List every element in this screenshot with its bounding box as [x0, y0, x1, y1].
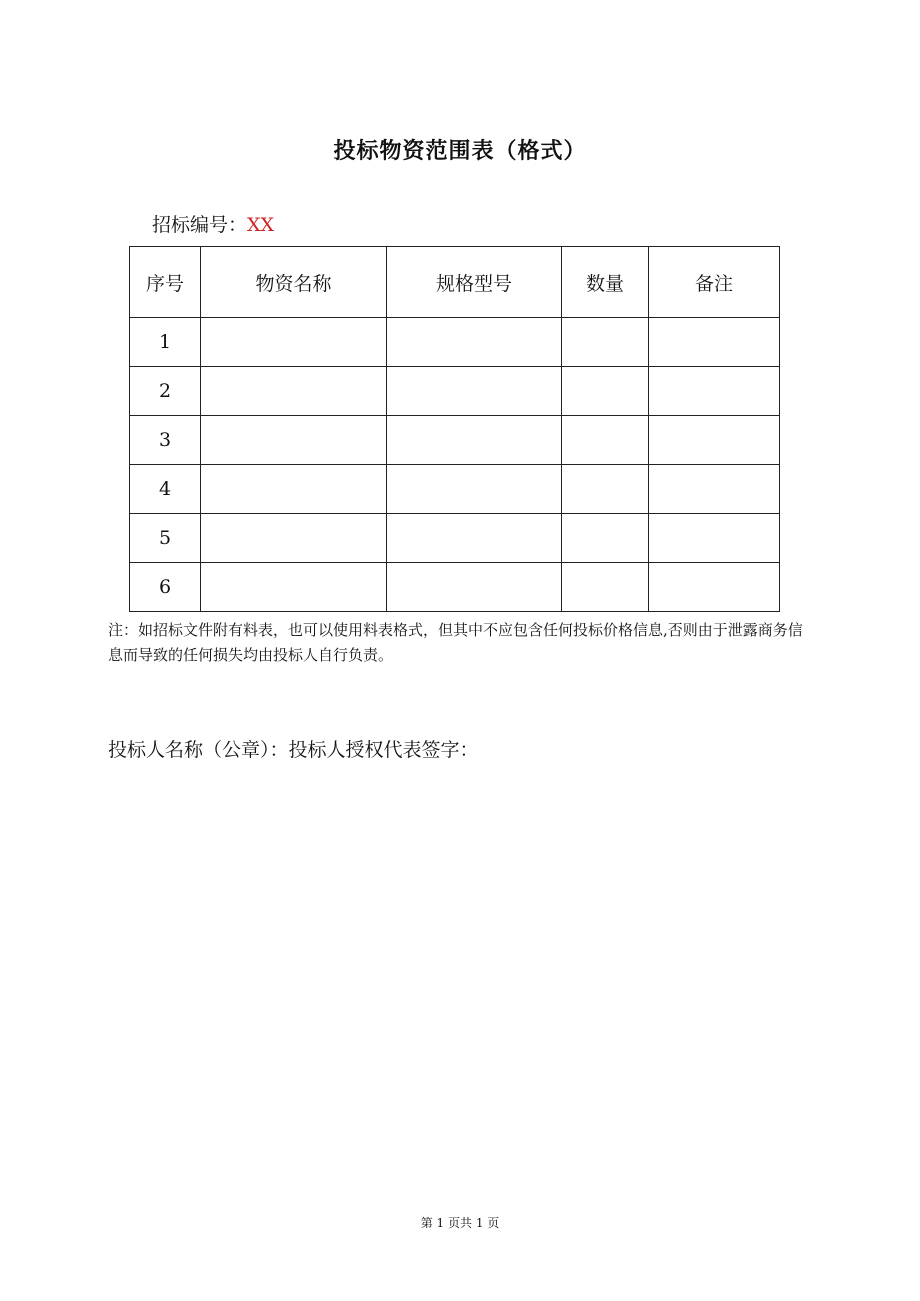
header-material-name: 物资名称: [201, 247, 387, 318]
cell-quantity: [562, 514, 649, 563]
cell-spec-model: [387, 416, 562, 465]
bid-number-value: XX: [247, 214, 275, 236]
cell-remarks: [649, 416, 780, 465]
table-header-row: [130, 247, 780, 318]
cell-spec-model: [387, 318, 562, 367]
row-seq: 6: [130, 563, 201, 612]
cell-remarks: [649, 367, 780, 416]
table-row: [130, 367, 780, 416]
cell-remarks: [649, 465, 780, 514]
cell-quantity: [562, 367, 649, 416]
cell-spec-model: [387, 367, 562, 416]
cell-remarks: [649, 514, 780, 563]
table-row: [130, 318, 780, 367]
header-quantity: 数量: [562, 247, 649, 318]
cell-material-name: [201, 367, 387, 416]
table-row: [130, 514, 780, 563]
header-remarks: 备注: [649, 247, 780, 318]
table-row: [130, 465, 780, 514]
cell-material-name: [201, 563, 387, 612]
cell-remarks: [649, 563, 780, 612]
cell-remarks: [649, 318, 780, 367]
cell-material-name: [201, 318, 387, 367]
material-range-table: [129, 246, 780, 612]
cell-material-name: [201, 416, 387, 465]
cell-material-name: [201, 465, 387, 514]
row-seq: 1: [130, 318, 201, 367]
cell-spec-model: [387, 563, 562, 612]
row-seq: 2: [130, 367, 201, 416]
cell-material-name: [201, 514, 387, 563]
cell-spec-model: [387, 465, 562, 514]
row-seq: 3: [130, 416, 201, 465]
cell-quantity: [562, 563, 649, 612]
table-note: 注：如招标文件附有料表，也可以使用料表格式，但其中不应包含任何投标价格信息,否则由于泄露商务信息而导致的任何损失均由投标人自行负责。: [108, 621, 803, 664]
bid-number: [152, 210, 274, 237]
row-seq: 5: [130, 514, 201, 563]
bid-number-label: 招标编号：: [152, 214, 248, 236]
table-row: [130, 563, 780, 612]
row-seq: 4: [130, 465, 201, 514]
table-row: [130, 416, 780, 465]
signature-line: 投标人名称（公章）：投标人授权代表签字：: [108, 739, 479, 761]
cell-spec-model: [387, 514, 562, 563]
cell-quantity: [562, 318, 649, 367]
page-title: 投标物资范围表（格式）: [333, 139, 587, 164]
cell-quantity: [562, 416, 649, 465]
page-footer: 第 1 页共 1 页: [420, 1216, 500, 1230]
cell-quantity: [562, 465, 649, 514]
header-seq: 序号: [130, 247, 201, 318]
header-spec-model: 规格型号: [387, 247, 562, 318]
